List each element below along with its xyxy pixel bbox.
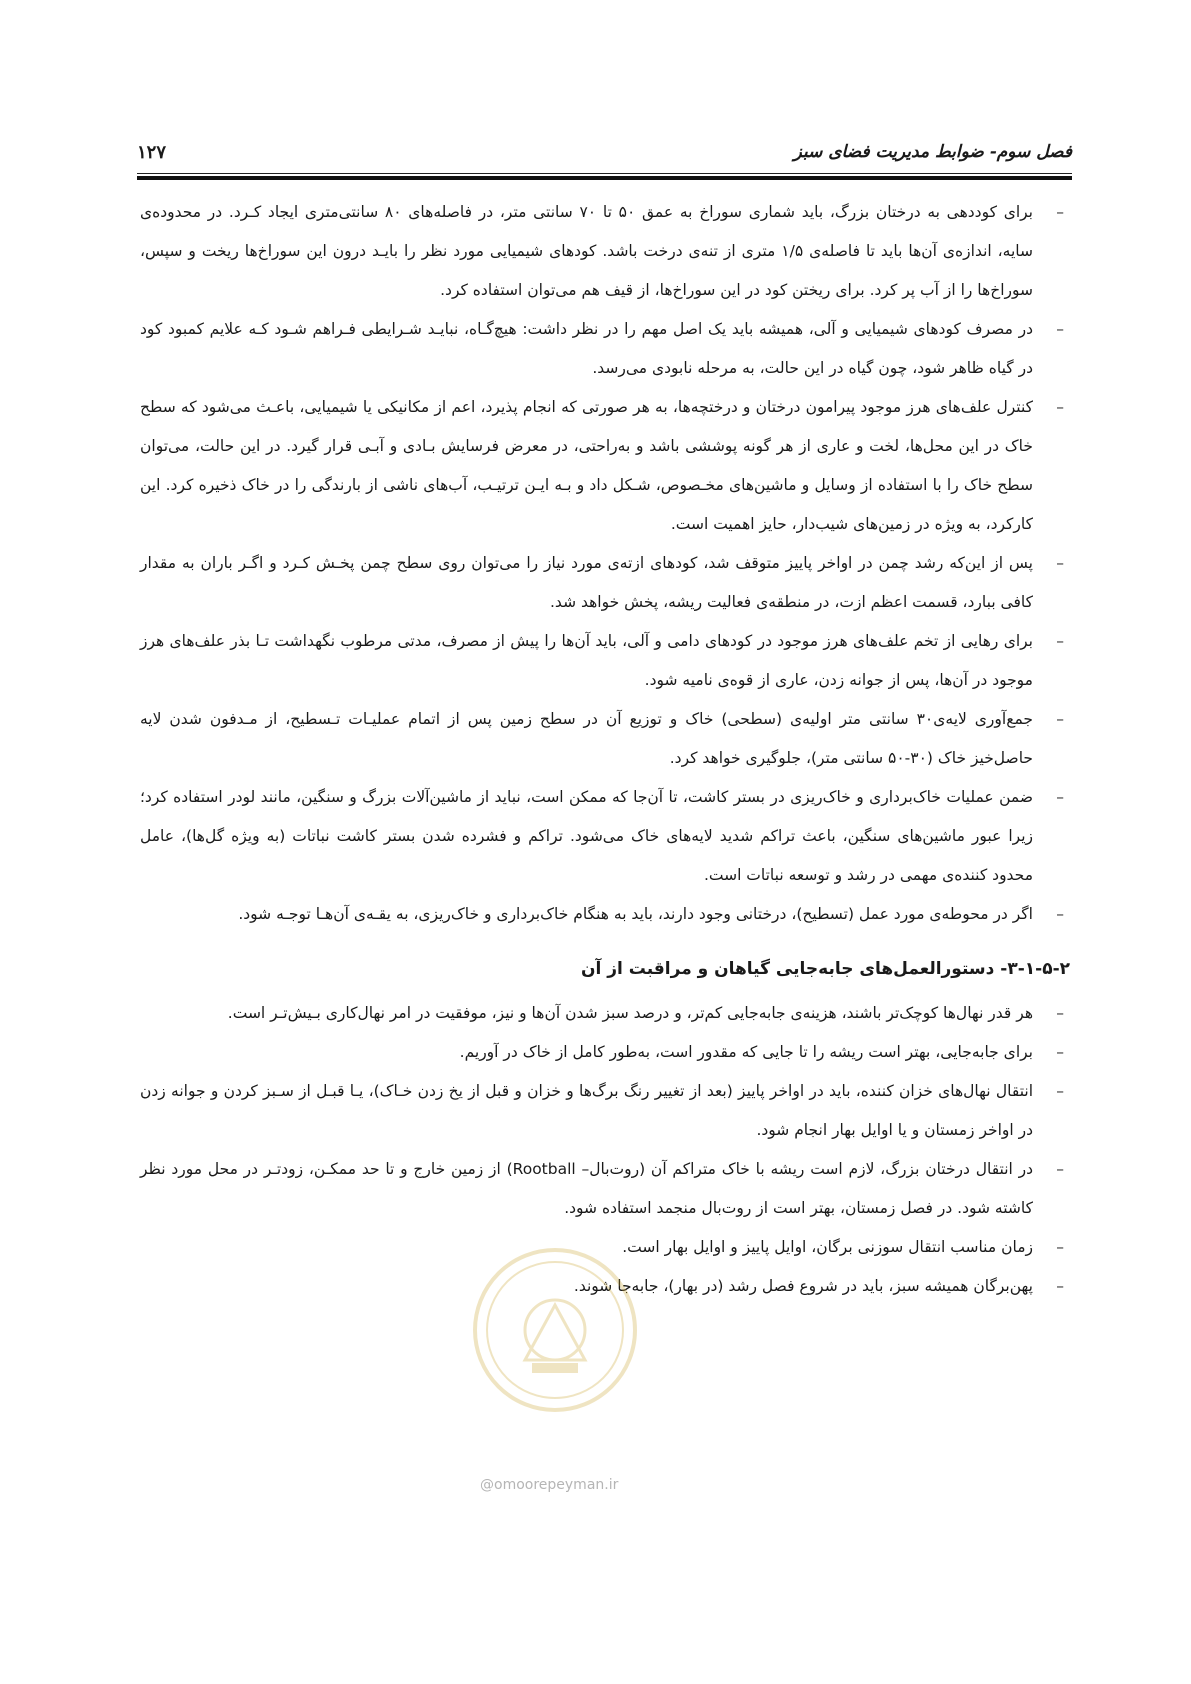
list-item: – پهن‌برگان همیشه سبز، باید در شروع فصل رشد (در بهار)، جابه‌جا شوند. (573, 1277, 1064, 1295)
list-item: – برای جابه‌جایی، بهتر است ریشه را تا جایی که مقدور است، به‌طور کامل از خاک در آوریم. (459, 1043, 1064, 1061)
header-rule-thin (137, 173, 1072, 174)
list-item: – برای رهایی از تخم علف‌های هرز موجود در کودهای دامی و آلی، باید آن‌ها را پیش از مصرف، مدتی مرطوب نگهداشت تـا بذر علف‌های هرز موجود در آن‌ها، پس از جوانه زدن، عاری از قوه‌ی نامیه شود. (140, 632, 1064, 689)
page-number: ۱۲۷ (137, 142, 167, 163)
list-item: – انتقال نهال‌های خزان کننده، باید در اواخر پاییز (بعد از تغییر رنگ برگ‌ها و خزان و قبل از یخ زدن خـاک)، یـا قبـل از سـبز کردن و جوانه زدن در اواخر زمستان و یا اوایل بهار انجام شود. (140, 1082, 1064, 1139)
list-item: – اگر در محوطه‌ی مورد عمل (تسطیح)، درختانی وجود دارند، باید به هنگام خاک‌برداری و خاک‌ریزی، به یقـه‌ی آن‌هـا توجـه شود. (238, 905, 1064, 923)
list-item: – در انتقال درختان بزرگ، لازم است ریشه با خاک متراکم آن (روت‌بال– Rootball) از زمین خارج و تا حد ممکـن، زودتـر در محل مورد نظر کاشته شود. در فصل زمستان، بهتر است از روت‌بال منجمد استفاده شود. (140, 1160, 1064, 1217)
watermark-site: @omoorepeyman.ir (480, 1477, 619, 1493)
list-item: – هر قدر نهال‌ها کوچک‌تر باشند، هزینه‌ی جابه‌جایی کم‌تر، و درصد سبز شدن آن‌ها و نیز، موفقیت در امر نهال‌کاری بـیش‌تـر است. (227, 1004, 1064, 1022)
list-item: – زمان مناسب انتقال سوزنی برگان، اوایل پاییز و اوایل بهار است. (622, 1238, 1064, 1256)
list-item: – در مصرف کودهای شیمیایی و آلی، همیشه باید یک اصل مهم را در نظر داشت: هیچ‌گـاه، نبایـد شـرایطی فـراهم شـود کـه علایم کمبود کود در گیاه ظاهر شود، چون گیاه در این حالت، به مرحله نابودی می‌رسد. (140, 320, 1064, 377)
header-rule-thick (137, 176, 1072, 180)
chapter-title: فصل سوم- ضوابط مدیریت فضای سبز (793, 142, 1072, 162)
list-item: – ضمن عملیات خاک‌برداری و خاک‌ریزی در بستر کاشت، تا آن‌جا که ممکن است، نباید از ماشین‌آلات بزرگ و سنگین، مانند لودر استفاده کرد؛ زیرا عبور ماشین‌های سنگین، باعث تراکم شدید لایه‌های خاک می‌شود. تراکم و فشرده شدن بستر کاشت نباتات (به ویژه گل‌ها)، عامل محدود کننده‌ی مهمی در رشد و توسعه نباتات است. (140, 788, 1064, 884)
page-body (140, 193, 1070, 1306)
list-item: – جمع‌آوری لایه‌ی۳۰ سانتی متر اولیه‌ی (سطحی) خاک و توزیع آن در سطح زمین پس از اتمام عملیـات تـسطیح، از مـدفون شدن لایه حاصل‌خیز خاک (۳۰-۵۰ سانتی متر)، جلوگیری خواهد کرد. (140, 710, 1064, 767)
bullet-list-1 (140, 193, 1070, 934)
list-item: – پس از این‌که رشد چمن در اواخر پاییز متوقف شد، کودهای ازته‌ی مورد نیاز را می‌توان روی سطح چمن پخـش کـرد و اگـر باران به مقدار کافی ببارد، قسمت اعظم ازت، در منطقه‌ی فعالیت ریشه، پخش خواهد شد. (140, 554, 1064, 611)
list-item: – کنترل علف‌های هرز موجود پیرامون درختان و درختچه‌ها، به هر صورتی که انجام پذیرد، اعم از مکانیکی یا شیمیایی، باعـث می‌شود که سطح خاک در این محل‌ها، لخت و عاری از هر گونه پوششی باشد و به‌راحتی، در معرض فرسایش بـادی و آبـی قرار گیرد. در این حالت، می‌توان سطح خاک را با استفاده از وسایل و ماشین‌های مخـصوص، شـکل داد و بـه ایـن ترتیـب، آب‌های ناشی از بارندگی را در خاک ذخیره کرد. این کارکرد، به ویژه در زمین‌های شیب‌دار، حایز اهمیت است. (140, 398, 1064, 533)
section-heading: ۳-۱-۵-۲- دستورالعمل‌های جابه‌جایی گیاهان و مراقبت از آن (580, 959, 1070, 979)
list-item: – برای کوددهی به درختان بزرگ، باید شماری سوراخ به عمق ۵۰ تا ۷۰ سانتی متر، در فاصله‌های ۸۰ سانتی‌متری ایجاد کـرد. در محدوده‌ی سایه، اندازه‌ی آن‌ها باید تا فاصله‌ی ۱/۵ متری از تنه‌ی درخت باشد. کودهای شیمیایی مورد نظر را بایـد درون این سوراخ‌ها ریخت و سپس، سوراخ‌ها را از آب پر کرد. برای ریختن کود در این سوراخ‌ها، از قیف هم می‌توان استفاده کرد. (140, 203, 1064, 299)
page-header (137, 140, 1072, 172)
bullet-list-2 (140, 994, 1070, 1306)
